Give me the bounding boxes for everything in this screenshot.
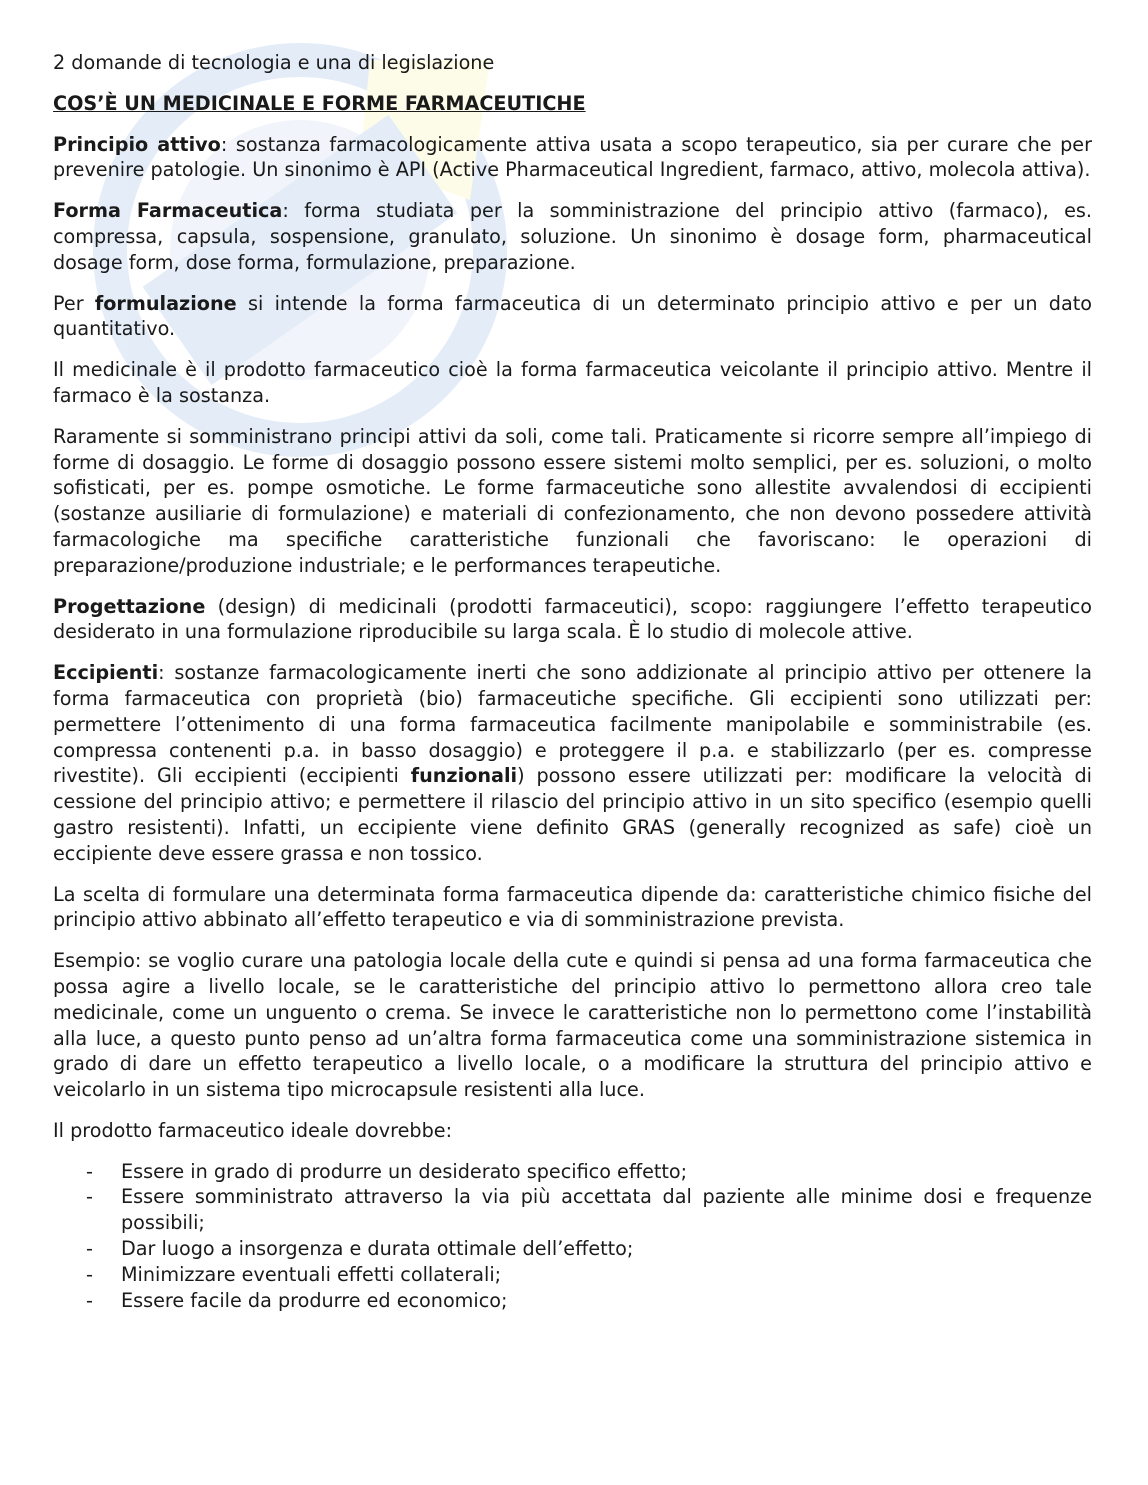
list-item-text: Dar luogo a insorgenza e durata ottimale dell’effetto; (121, 1237, 634, 1261)
list-dash: - (86, 1288, 93, 1312)
list-item (53, 1184, 1092, 1236)
paragraph-text: Per (53, 291, 95, 315)
term-progettazione: Progettazione (53, 594, 206, 618)
list-dash: - (86, 1159, 93, 1183)
paragraph-formulazione (53, 291, 1092, 343)
list-item-text: Minimizzare eventuali effetti collaterali; (121, 1262, 502, 1286)
term-eccipienti: Eccipienti (53, 661, 159, 685)
term-forma-farmaceutica: Forma Farmaceutica (53, 199, 283, 223)
paragraph-prodotto-ideale: Il prodotto farmaceutico ideale dovrebbe: (53, 1118, 453, 1142)
list-item (53, 1262, 1092, 1288)
term-funzionali: funzionali (410, 764, 518, 788)
document-page (53, 50, 1092, 1313)
paragraph-forme-dosaggio: Raramente si somministrano principi attivi da soli, come tali. Praticamente si ricorre sempre all’impiego di forme di dosaggio. Le forme di dosaggio possono essere sistemi molto semplici, per es. soluzioni, o molto sofisticati, per es. pompe osmotiche. Le forme farmaceutiche sono allestite avvalendosi di eccipienti (sostanze ausiliarie di formulazione) e materiali di confezionamento, che non devono possedere attività farmacologiche ma specifiche caratteristiche funzionali che favoriscano: le operazioni di preparazione/produzione industriale; e le performances terapeutiche. (53, 424, 1092, 577)
list-dash: - (86, 1262, 93, 1286)
paragraph-text: : sostanza farmacologicamente attiva usata a scopo terapeutico, sia per curare che per prevenire patologie. Un sinonimo è API (Active Pharmaceutical Ingredient, farmaco, attivo, molecola attiva). (53, 132, 1092, 182)
list-dash: - (86, 1185, 93, 1209)
ideal-product-list (53, 1159, 1092, 1314)
paragraph-progettazione (53, 594, 1092, 646)
paragraph-text: : sostanze farmacologicamente inerti che sono addizionate al principio attivo per ottenere la forma farmaceutica con proprietà (bio) farmaceutiche specifiche. Gli eccipienti sono utilizzati per: permettere l’ottenimento di una forma farmaceutica facilmente manipolabile e somministrabile (es. compressa contenenti p.a. in basso dosaggio) e proteggere il p.a. e stabilizzarlo (per es. compresse rivestite). Gli eccipienti (eccipienti (53, 661, 1092, 788)
list-dash: - (86, 1237, 93, 1261)
paragraph-scelta-formulazione: La scelta di formulare una determinata forma farmaceutica dipende da: caratteristiche chimico fisiche del principio attivo abbinato all’effetto terapeutico e via di somministrazione prevista. (53, 882, 1092, 932)
term-formulazione: formulazione (94, 291, 237, 315)
paragraph-text: (design) di medicinali (prodotti farmaceutici), scopo: raggiungere l’effetto terapeutico desiderato in una formulazione riproducibile su larga scala. È lo studio di molecole attive. (53, 594, 1092, 644)
list-item-text: Essere facile da produrre ed economico; (121, 1288, 508, 1312)
list-item (53, 1159, 1092, 1185)
intro-line: 2 domande di tecnologia e una di legislazione (53, 51, 495, 74)
paragraph-esempio: Esempio: se voglio curare una patologia locale della cute e quindi si pensa ad una forma farmaceutica che possa agire a livello locale, se le caratteristiche del principio attivo lo permettono allora creo tale medicinale, come un unguento o crema. Se invece le caratteristiche non lo permettono come l’instabilità alla luce, a questo punto penso ad un’altra forma farmaceutica come una somministrazione sistemica in grado di dare un effetto terapeutico a livello locale, o a modificare la struttura del principio attivo e veicolarlo in un sistema tipo microcapsule resistenti alla luce. (53, 949, 1092, 1102)
paragraph-forma-farmaceutica (53, 198, 1092, 275)
list-item-text: Essere somministrato attraverso la via più accettata dal paziente alle minime dosi e frequenze possibili; (121, 1185, 1092, 1235)
paragraph-text: : forma studiata per la somministrazione del principio attivo (farmaco), es. compressa, capsula, sospensione, granulato, soluzione. Un sinonimo è dosage form, pharmaceutical dosage form, dose forma, formulazione, preparazione. (53, 199, 1092, 274)
list-item (53, 1288, 1092, 1314)
paragraph-text: si intende la forma farmaceutica di un determinato principio attivo e per un dato quantitativo. (53, 291, 1092, 341)
section-heading: COS’È UN MEDICINALE E FORME FARMACEUTICHE (53, 91, 586, 115)
paragraph-medicinale: Il medicinale è il prodotto farmaceutico cioè la forma farmaceutica veicolante il principio attivo. Mentre il farmaco è la sostanza. (53, 358, 1092, 407)
list-item-text: Essere in grado di produrre un desiderato specifico effetto; (121, 1159, 688, 1183)
term-principio-attivo: Principio attivo (53, 132, 221, 156)
paragraph-text: ) possono essere utilizzati per: modificare la velocità di cessione del principio attivo; e permettere il rilascio del principio attivo in un sito specifico (esempio quelli gastro resistenti). Infatti, un eccipiente viene definito GRAS (generally recognized as safe) cioè un eccipiente deve essere grassa e non tossico. (53, 764, 1093, 865)
paragraph-principio-attivo (53, 132, 1092, 184)
list-item (53, 1236, 1092, 1262)
paragraph-eccipienti (53, 660, 1092, 866)
